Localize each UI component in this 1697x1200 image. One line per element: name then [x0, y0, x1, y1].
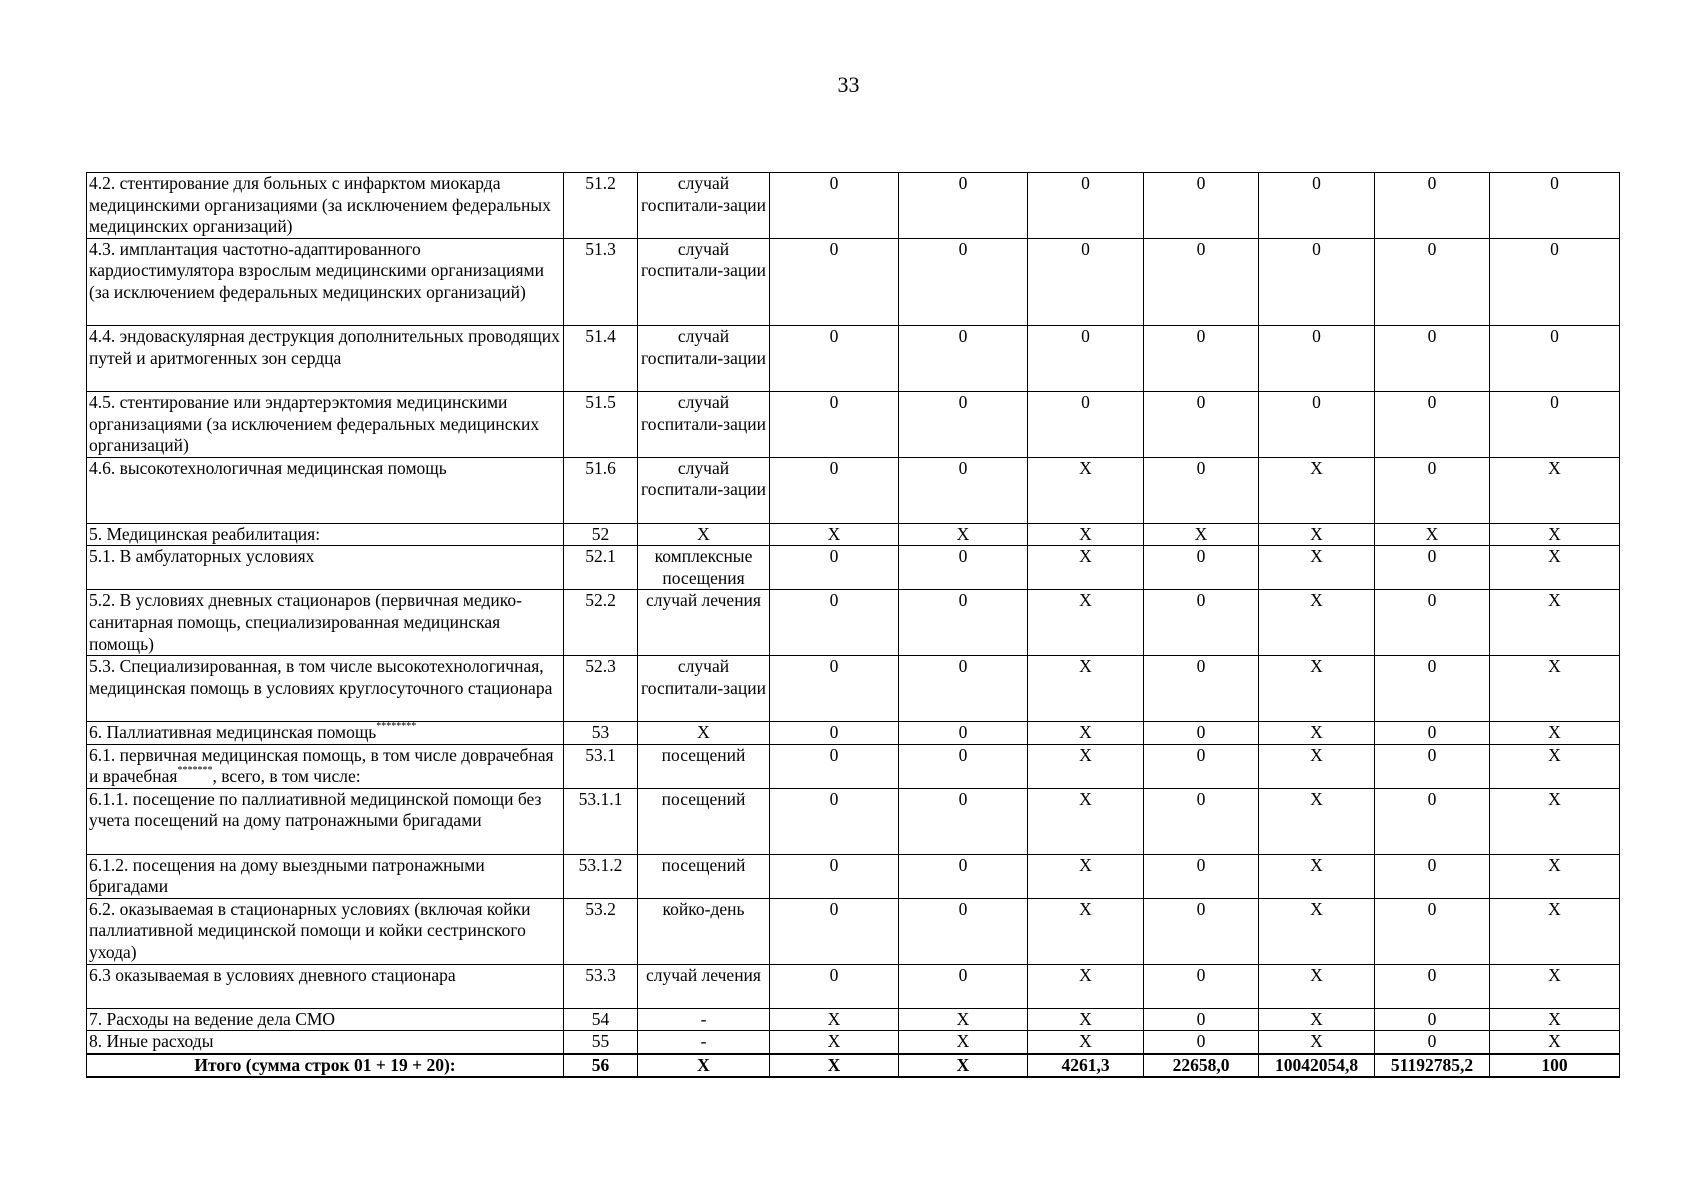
row-name-text: 6.3 оказываемая в условиях дневного стационара — [89, 964, 456, 985]
table-row — [87, 326, 1620, 392]
total-unit: X — [638, 1054, 770, 1078]
row-value: 0 — [1028, 391, 1144, 457]
row-value: X — [1259, 590, 1375, 656]
row-code: 52.1 — [564, 546, 638, 590]
row-name — [87, 744, 564, 788]
row-value: 0 — [899, 238, 1028, 325]
row-value: 0 — [770, 898, 899, 964]
row-value: X — [1259, 457, 1375, 523]
row-value: 0 — [770, 964, 899, 1008]
row-value: 0 — [1144, 326, 1259, 392]
row-name — [87, 721, 564, 744]
row-name-text: 8. Иные расходы — [89, 1031, 214, 1052]
row-value: 0 — [1144, 173, 1259, 239]
row-name — [87, 656, 564, 722]
row-value: X — [1028, 523, 1144, 546]
row-value: X — [1028, 854, 1144, 898]
row-value: X — [1490, 964, 1620, 1008]
row-unit: - — [638, 1031, 770, 1054]
row-code: 51.4 — [564, 326, 638, 392]
row-value: 0 — [770, 744, 899, 788]
table-row — [87, 173, 1620, 239]
table-row — [87, 523, 1620, 546]
row-value: X — [1490, 523, 1620, 546]
row-value: X — [770, 523, 899, 546]
row-value: 0 — [899, 788, 1028, 854]
row-unit: случай лечения — [638, 590, 770, 656]
row-name-tail: , всего, в том числе: — [212, 766, 361, 787]
row-value: 0 — [1144, 721, 1259, 744]
row-value: 0 — [1259, 326, 1375, 392]
row-value: 0 — [770, 721, 899, 744]
row-value: 0 — [1144, 546, 1259, 590]
footnote-marker: ******** — [376, 721, 417, 732]
table-row — [87, 721, 1620, 744]
row-value: X — [1490, 656, 1620, 722]
row-value: 0 — [1375, 1008, 1490, 1031]
row-unit: посещений — [638, 788, 770, 854]
row-value: 0 — [1259, 173, 1375, 239]
row-value: 0 — [1375, 326, 1490, 392]
row-code: 52.2 — [564, 590, 638, 656]
row-value: 0 — [1375, 457, 1490, 523]
row-value: 0 — [1490, 391, 1620, 457]
row-name — [87, 457, 564, 523]
row-value: 0 — [1490, 238, 1620, 325]
row-name-text: 7. Расходы на ведение дела СМО — [89, 1008, 336, 1029]
row-value: X — [1490, 898, 1620, 964]
row-value: 0 — [1144, 391, 1259, 457]
row-value: 0 — [1490, 326, 1620, 392]
row-value: X — [1490, 1008, 1620, 1031]
footnote-marker: ******* — [177, 765, 213, 777]
table-row — [87, 788, 1620, 854]
row-value: X — [1259, 523, 1375, 546]
row-value: 0 — [770, 854, 899, 898]
row-unit: комплексные посещения — [638, 546, 770, 590]
row-value: 0 — [770, 238, 899, 325]
row-code: 53 — [564, 721, 638, 744]
row-value: 0 — [1144, 788, 1259, 854]
row-value: X — [1259, 898, 1375, 964]
page-number: 33 — [837, 72, 860, 97]
row-value: X — [770, 1008, 899, 1031]
row-name — [87, 590, 564, 656]
row-unit: койко-день — [638, 898, 770, 964]
row-value: 0 — [899, 898, 1028, 964]
row-value: X — [1028, 898, 1144, 964]
table-body — [87, 173, 1620, 1078]
row-value: X — [1144, 523, 1259, 546]
row-code: 51.6 — [564, 457, 638, 523]
row-value: X — [1259, 788, 1375, 854]
row-unit: случай госпитали-зации — [638, 326, 770, 392]
table-row — [87, 1031, 1620, 1054]
table-row — [87, 238, 1620, 325]
table-row — [87, 391, 1620, 457]
row-value: 0 — [899, 391, 1028, 457]
row-code: 51.2 — [564, 173, 638, 239]
row-value: 0 — [1144, 457, 1259, 523]
row-name-text: 4.4. эндоваскулярная деструкция дополнительных проводящих путей и аритмогенных зон сердца — [89, 326, 560, 368]
total-value: X — [770, 1054, 899, 1078]
row-unit: случай госпитали-зации — [638, 457, 770, 523]
row-value: X — [1259, 964, 1375, 1008]
table-row — [87, 656, 1620, 722]
row-value: 0 — [1144, 1031, 1259, 1054]
row-value: 0 — [770, 788, 899, 854]
row-value: 0 — [770, 546, 899, 590]
row-value: 0 — [770, 391, 899, 457]
row-value: X — [1490, 457, 1620, 523]
row-unit: посещений — [638, 744, 770, 788]
row-name — [87, 898, 564, 964]
total-value: 51192785,2 — [1375, 1054, 1490, 1078]
row-value: 0 — [1375, 744, 1490, 788]
row-value: X — [1028, 1031, 1144, 1054]
table-row — [87, 457, 1620, 523]
row-name-text: 5.3. Специализированная, в том числе высокотехнологичная, медицинская помощь в условиях круглосуточного стационара — [89, 656, 553, 698]
row-value: X — [1490, 546, 1620, 590]
row-value: X — [1490, 788, 1620, 854]
row-value: 0 — [899, 546, 1028, 590]
row-value: 0 — [1144, 1008, 1259, 1031]
total-value: 10042054,8 — [1259, 1054, 1375, 1078]
row-value: X — [899, 523, 1028, 546]
row-name — [87, 173, 564, 239]
row-value: 0 — [1028, 326, 1144, 392]
row-value: 0 — [899, 173, 1028, 239]
row-value: X — [1028, 457, 1144, 523]
row-value: X — [1028, 1008, 1144, 1031]
row-name-text: 5.1. В амбулаторных условиях — [89, 546, 315, 567]
row-name — [87, 238, 564, 325]
row-value: X — [1259, 1008, 1375, 1031]
row-value: 0 — [1144, 744, 1259, 788]
row-value: 0 — [1375, 391, 1490, 457]
row-value: X — [1490, 854, 1620, 898]
row-value: 0 — [899, 854, 1028, 898]
row-code: 52.3 — [564, 656, 638, 722]
row-value: 0 — [899, 964, 1028, 1008]
row-value: 0 — [1375, 898, 1490, 964]
table-row — [87, 898, 1620, 964]
total-row — [87, 1054, 1620, 1078]
row-value: X — [1028, 744, 1144, 788]
row-value: X — [1490, 721, 1620, 744]
row-value: 0 — [1375, 854, 1490, 898]
row-name-text: 4.6. высокотехнологичная медицинская помощь — [89, 457, 447, 478]
row-name — [87, 326, 564, 392]
row-name-text: 4.2. стентирование для больных с инфарктом миокарда медицинскими организациями (за исключением федеральных медицинских организаций) — [89, 173, 551, 237]
row-value: 0 — [1144, 898, 1259, 964]
row-name-text: 5. Медицинская реабилитация: — [89, 523, 321, 544]
row-name — [87, 391, 564, 457]
table-row — [87, 590, 1620, 656]
row-value: 0 — [1375, 1031, 1490, 1054]
table-row — [87, 546, 1620, 590]
row-name-text: 6.2. оказываемая в стационарных условиях (включая койки паллиативной медицинской помощи и койки сестринского ухода) — [89, 898, 531, 962]
row-unit: случай госпитали-зации — [638, 238, 770, 325]
row-value: 0 — [770, 173, 899, 239]
row-code: 55 — [564, 1031, 638, 1054]
row-value: 0 — [1375, 238, 1490, 325]
row-value: 0 — [1375, 721, 1490, 744]
row-name-text: 6.1.1. посещение по паллиативной медицинской помощи без учета посещений на дому патронажными бригадами — [89, 788, 542, 831]
row-code: 53.1.2 — [564, 854, 638, 898]
row-unit: посещений — [638, 854, 770, 898]
row-value: X — [1490, 1031, 1620, 1054]
table-row — [87, 1008, 1620, 1031]
row-name — [87, 546, 564, 590]
row-value: 0 — [1375, 964, 1490, 1008]
row-value: X — [1028, 546, 1144, 590]
row-value: X — [1028, 656, 1144, 722]
row-value: 0 — [899, 721, 1028, 744]
table-row — [87, 964, 1620, 1008]
row-code: 51.3 — [564, 238, 638, 325]
row-value: X — [899, 1031, 1028, 1054]
data-table — [86, 172, 1620, 1078]
row-value: 0 — [1375, 788, 1490, 854]
row-value: X — [1490, 744, 1620, 788]
row-name-text: 6.1. первичная медицинская помощь, в том числе доврачебная и врачебная — [89, 744, 554, 787]
row-value: 0 — [1028, 173, 1144, 239]
total-code: 56 — [564, 1054, 638, 1078]
total-label: Итого (сумма строк 01 + 19 + 20): — [87, 1054, 564, 1078]
total-value: 100 — [1490, 1054, 1620, 1078]
row-value: 0 — [1144, 964, 1259, 1008]
row-code: 53.3 — [564, 964, 638, 1008]
row-unit: случай лечения — [638, 964, 770, 1008]
row-unit: случай госпитали-зации — [638, 656, 770, 722]
total-value: X — [899, 1054, 1028, 1078]
row-value: X — [770, 1031, 899, 1054]
row-name — [87, 854, 564, 898]
row-code: 51.5 — [564, 391, 638, 457]
row-value: 0 — [1144, 854, 1259, 898]
row-value: 0 — [1259, 391, 1375, 457]
row-unit: X — [638, 721, 770, 744]
row-value: 0 — [1375, 656, 1490, 722]
row-value: 0 — [899, 457, 1028, 523]
row-unit: случай госпитали-зации — [638, 173, 770, 239]
row-value: 0 — [1375, 546, 1490, 590]
row-value: 0 — [1144, 590, 1259, 656]
row-name-text: 6.1.2. посещения на дому выездными патронажными бригадами — [89, 854, 485, 897]
row-value: 0 — [770, 656, 899, 722]
row-unit: случай госпитали-зации — [638, 391, 770, 457]
row-value: 0 — [899, 590, 1028, 656]
row-value: 0 — [770, 457, 899, 523]
row-value: X — [899, 1008, 1028, 1031]
row-value: 0 — [770, 326, 899, 392]
row-name — [87, 964, 564, 1008]
total-value: 22658,0 — [1144, 1054, 1259, 1078]
row-value: X — [1259, 744, 1375, 788]
row-value: X — [1259, 1031, 1375, 1054]
row-value: 0 — [899, 744, 1028, 788]
row-name — [87, 1008, 564, 1031]
row-value: 0 — [1259, 238, 1375, 325]
row-value: 0 — [1375, 590, 1490, 656]
total-value: 4261,3 — [1028, 1054, 1144, 1078]
row-name-text: 6. Паллиативная медицинская помощь — [89, 721, 377, 742]
row-value: X — [1259, 546, 1375, 590]
table-row — [87, 854, 1620, 898]
row-value: X — [1259, 656, 1375, 722]
row-code: 53.1 — [564, 744, 638, 788]
row-value: 0 — [899, 656, 1028, 722]
row-value: 0 — [770, 590, 899, 656]
row-name — [87, 523, 564, 546]
row-name — [87, 1031, 564, 1054]
row-value: X — [1028, 964, 1144, 1008]
row-value: X — [1490, 590, 1620, 656]
row-value: 0 — [1028, 238, 1144, 325]
row-code: 52 — [564, 523, 638, 546]
row-name-text: 5.2. В условиях дневных стационаров (первичная медико-санитарная помощь, специализированная медицинская помощь) — [89, 590, 522, 654]
row-value: X — [1259, 854, 1375, 898]
table-row — [87, 744, 1620, 788]
row-value: 0 — [1144, 656, 1259, 722]
row-value: 0 — [1490, 173, 1620, 239]
row-unit: - — [638, 1008, 770, 1031]
row-value: 0 — [1375, 173, 1490, 239]
row-name-text: 4.3. имплантация частотно-адаптированного кардиостимулятора взрослым медицинскими организациями (за исключением федеральных медицинских организаций) — [89, 238, 544, 302]
row-value: X — [1028, 590, 1144, 656]
row-value: X — [1375, 523, 1490, 546]
row-code: 53.2 — [564, 898, 638, 964]
row-value: X — [1259, 721, 1375, 744]
row-name-text: 4.5. стентирование или эндартерэктомия медицинскими организациями (за исключением федеральных медицинских организаций) — [89, 391, 540, 456]
row-value: 0 — [899, 326, 1028, 392]
row-value: 0 — [1144, 238, 1259, 325]
row-value: X — [1028, 788, 1144, 854]
row-code: 54 — [564, 1008, 638, 1031]
row-name — [87, 788, 564, 854]
row-code: 53.1.1 — [564, 788, 638, 854]
row-unit: X — [638, 523, 770, 546]
row-value: X — [1028, 721, 1144, 744]
